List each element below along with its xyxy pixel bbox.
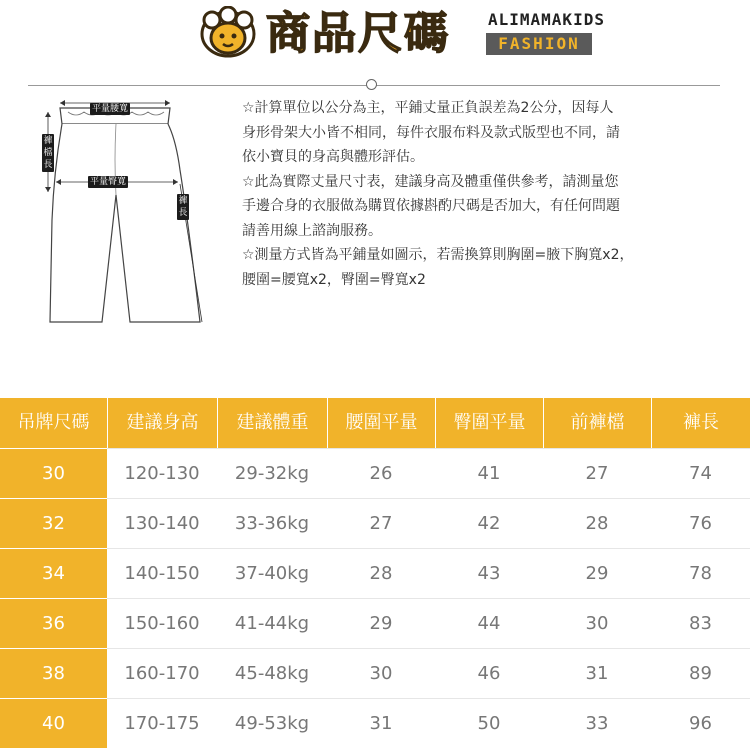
note-measurement: ☆計算單位以公分為主，平鋪丈量正負誤差為2公分，因每人 身形骨架大小皆不相同，每件衣服布料及款式版型也不同，請 依小寶貝的身高與體形評估。 [242,100,620,165]
table-row [0,498,750,548]
note-method: ☆測量方式皆為平鋪量如圖示，若需換算則胸圍=腋下胸寬x2， 腰圍=腰寬x2，臀圍=臀寬x2 [242,247,634,288]
label-waist-width: 平量腰寬 [92,104,129,114]
size-table [0,398,750,748]
cell-length: 78 [651,548,750,598]
table-row [0,598,750,648]
table-row [0,698,750,748]
cell-length: 76 [651,498,750,548]
table-row [0,448,750,498]
cell-length: 96 [651,698,750,748]
cell-hip: 42 [435,498,543,548]
header-length: 褲長 [651,398,750,448]
cell-size: 32 [0,498,107,548]
label-rise: 褲檔長 [43,136,53,170]
cell-size: 34 [0,548,107,598]
cell-hip: 43 [435,548,543,598]
header-hip: 臀圍平量 [435,398,543,448]
cell-height: 170-175 [107,698,217,748]
note-reference: ☆此為實際丈量尺寸表，建議身高及體重僅供參考，請測量您 手邊合身的衣服做為購買依據斟酌尺碼是否加大，有任何問題 請善用線上諮詢服務。 [242,173,620,239]
table-row [0,548,750,598]
page-title: 商品尺碼 [266,8,450,59]
header-tag-size: 吊牌尺碼 [0,398,107,448]
cell-weight: 45-48kg [217,648,327,698]
header-weight: 建議體重 [217,398,327,448]
cell-size: 38 [0,648,107,698]
divider-circle [366,79,377,90]
table-row [0,648,750,698]
cell-size: 36 [0,598,107,648]
cell-front-rise: 28 [543,498,651,548]
cell-hip: 44 [435,598,543,648]
cell-weight: 49-53kg [217,698,327,748]
cell-waist: 26 [327,448,435,498]
brand-tagline: FASHION [486,33,592,55]
cell-front-rise: 31 [543,648,651,698]
cell-front-rise: 30 [543,598,651,648]
cell-height: 120-130 [107,448,217,498]
cell-hip: 50 [435,698,543,748]
cell-waist: 28 [327,548,435,598]
cell-hip: 41 [435,448,543,498]
cell-height: 130-140 [107,498,217,548]
cell-height: 150-160 [107,598,217,648]
cell-length: 74 [651,448,750,498]
cell-waist: 31 [327,698,435,748]
label-pants-length: 褲長 [178,196,188,218]
cell-waist: 27 [327,498,435,548]
cell-weight: 37-40kg [217,548,327,598]
cell-length: 83 [651,598,750,648]
label-hip-width: 平量臀寬 [90,177,127,187]
cell-waist: 29 [327,598,435,648]
pants-diagram [28,100,218,330]
cell-size: 40 [0,698,107,748]
table-header-row [0,398,750,448]
sheep-icon [198,6,258,60]
cell-weight: 33-36kg [217,498,327,548]
cell-weight: 41-44kg [217,598,327,648]
cell-front-rise: 33 [543,698,651,748]
cell-hip: 46 [435,648,543,698]
header-waist: 腰圍平量 [327,398,435,448]
cell-size: 30 [0,448,107,498]
cell-length: 89 [651,648,750,698]
cell-height: 140-150 [107,548,217,598]
cell-waist: 30 [327,648,435,698]
pants-outline [28,100,218,330]
brand-name: ALIMAMAKIDS [488,10,605,29]
header-front-rise: 前褲檔 [543,398,651,448]
cell-weight: 29-32kg [217,448,327,498]
page-header [0,0,750,70]
size-notes [242,96,712,292]
cell-height: 160-170 [107,648,217,698]
cell-front-rise: 27 [543,448,651,498]
cell-front-rise: 29 [543,548,651,598]
header-height: 建議身高 [107,398,217,448]
